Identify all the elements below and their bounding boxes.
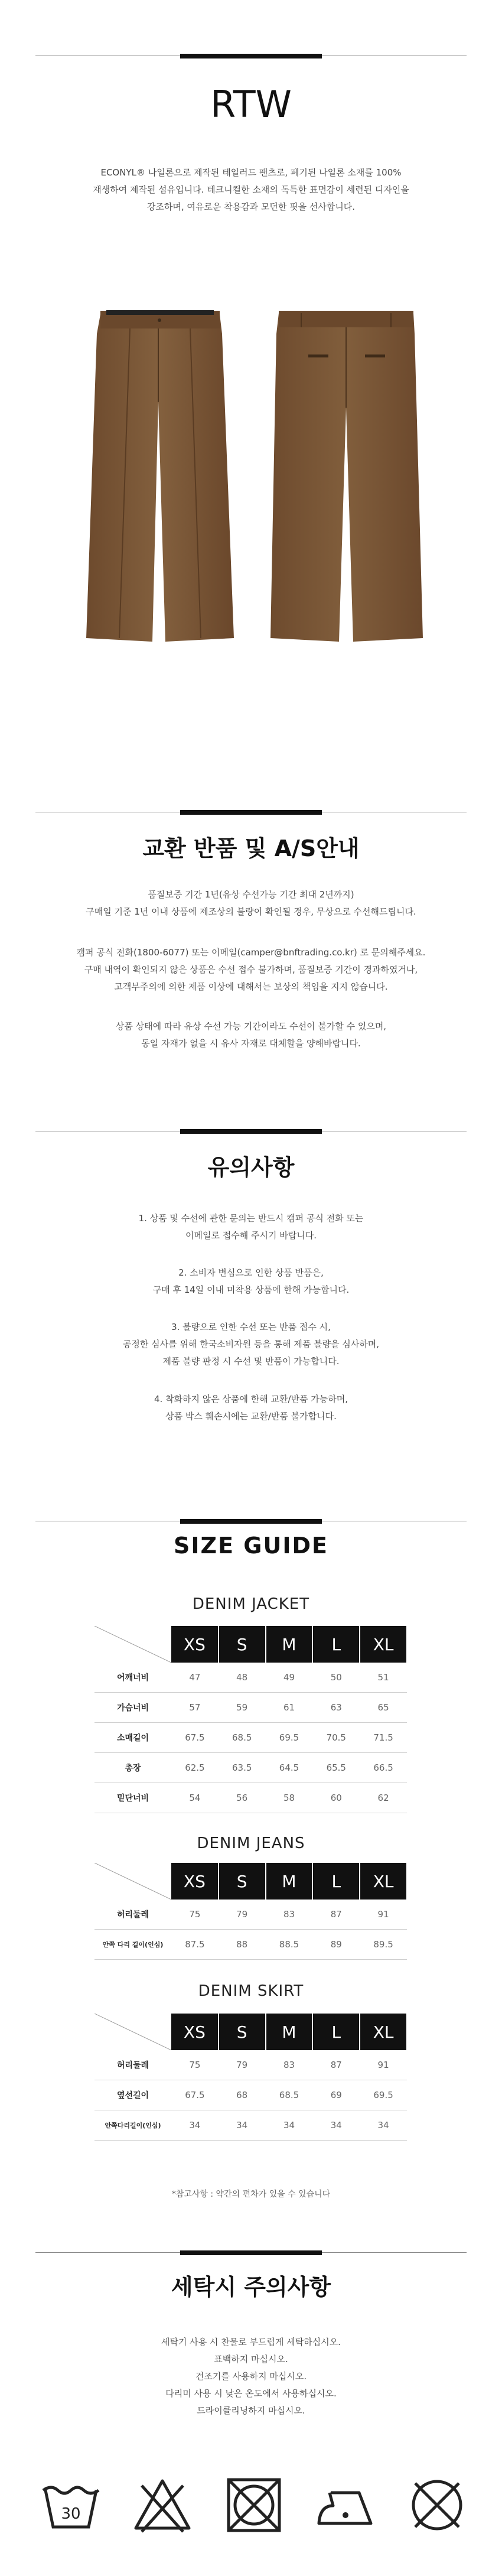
table-cell: 69 (312, 2080, 360, 2110)
table-cell: 68.5 (219, 1723, 266, 1753)
table-row (94, 1753, 407, 1783)
size-header-row (94, 1863, 407, 1900)
table-cell: 68.5 (266, 2080, 313, 2110)
size-header-row (94, 1626, 407, 1663)
table-cell: 47 (171, 1663, 219, 1693)
header-corner (94, 2014, 171, 2050)
size-header-xs: XS (171, 2014, 219, 2050)
notice-title: 유의사항 (207, 1154, 295, 1180)
table-cell: 79 (219, 1900, 266, 1930)
table-cell: 61 (266, 1693, 313, 1723)
size-table-skirt (94, 2014, 408, 2141)
no-bleach-icon (130, 2473, 195, 2538)
table-cell: 91 (360, 1900, 407, 1930)
size-header-l: L (312, 1626, 360, 1663)
size-header-m: M (266, 2014, 313, 2050)
text-line: 이메일로 접수해 주시기 바랍니다. (185, 1230, 317, 1241)
no-dry-clean-icon (405, 2473, 470, 2538)
rtw-title: RTW (210, 83, 292, 126)
table-cell: 48 (219, 1663, 266, 1693)
table-cell: 89.5 (360, 1930, 407, 1960)
text-line: 공정한 심사를 위해 한국소비자원 등을 통해 제품 불량을 심사하며, (122, 1339, 380, 1349)
size-header-s: S (219, 1863, 266, 1900)
table-cell: 66.5 (360, 1753, 407, 1783)
text-line: 고객부주의에 의한 제품 이상에 대해서는 보상의 책임을 지지 않습니다. (114, 981, 388, 992)
notice-item-3 (0, 1319, 502, 1370)
section-bar (180, 1129, 322, 1134)
table-cell: 87 (312, 2050, 360, 2080)
rtw-line: ECONYL® 나일론으로 제작된 테일러드 팬츠로, 폐기된 나일론 소재를 100% (100, 167, 402, 178)
size-header-m: M (266, 1626, 313, 1663)
table-row (94, 1723, 407, 1753)
table-cell: 60 (312, 1783, 360, 1813)
size-header-l: L (312, 2014, 360, 2050)
table-cell: 69.5 (360, 2080, 407, 2110)
header-corner (94, 1863, 171, 1900)
text-line: 상품 박스 훼손시에는 교환/반품 불가합니다. (165, 1411, 337, 1422)
table-cell: 67.5 (171, 2080, 219, 2110)
text-line: 4. 착화하지 않은 상품에 한해 교환/반품 가능하며, (154, 1394, 348, 1404)
text-line: 캠퍼 공식 전화(1800-6077) 또는 이메일(camper@bnftrading.co.kr) 로 문의해주세요. (76, 947, 426, 958)
text-line: 세탁기 사용 시 찬물로 부드럽게 세탁하십시오. (161, 2337, 341, 2347)
table-cell: 62.5 (171, 1753, 219, 1783)
table-cell: 71.5 (360, 1723, 407, 1753)
table-cell: 91 (360, 2050, 407, 2080)
text-line: 제품 불량 판정 시 수선 및 반품이 가능합니다. (162, 1356, 340, 1367)
table-cell: 50 (312, 1663, 360, 1693)
size-header-xs: XS (171, 1863, 219, 1900)
size-header-s: S (219, 2014, 266, 2050)
rtw-description (0, 164, 502, 216)
table-cell: 87 (312, 1900, 360, 1930)
table-row (94, 1663, 407, 1693)
table-cell: 79 (219, 2050, 266, 2080)
table-title-skirt: DENIM SKIRT (198, 1982, 304, 2000)
table-cell: 83 (266, 2050, 313, 2080)
text-line: 다리미 사용 시 낮은 온도에서 사용하십시오. (165, 2388, 337, 2399)
rtw-line: 강조하며, 여유로운 착용감과 모던한 핏을 선사합니다. (146, 201, 356, 212)
text-line: 상품 상태에 따라 유상 수선 가능 기간이라도 수선이 불가할 수 있으며, (115, 1021, 387, 1032)
section-bar (180, 810, 322, 815)
table-cell: 34 (219, 2110, 266, 2141)
table-cell: 67.5 (171, 1723, 219, 1753)
table-cell: 34 (360, 2110, 407, 2141)
row-label: 안쪽 다리 길이(인심) (94, 1930, 171, 1960)
table-cell: 87.5 (171, 1930, 219, 1960)
text-line: 건조기를 사용하지 마십시오. (195, 2371, 307, 2382)
size-note: *참고사항 : 약간의 편차가 있을 수 있습니다 (171, 2190, 331, 2199)
row-label: 안쪽다리길이(인심) (94, 2110, 171, 2141)
table-cell: 63.5 (219, 1753, 266, 1783)
text-line: 구매 내역이 확인되지 않은 상품은 수선 접수 불가하며, 품질보증 기간이 경과하였거나, (84, 964, 418, 975)
notice-item-1 (0, 1210, 502, 1244)
table-cell: 70.5 (312, 1723, 360, 1753)
iron-low-icon (313, 2473, 378, 2538)
size-header-l: L (312, 1863, 360, 1900)
wash-temp: 30 (61, 2505, 81, 2523)
text-line: 동일 자재가 없을 시 유사 자재로 대체할을 양해바랍니다. (141, 1038, 361, 1049)
no-tumble-dry-icon (221, 2473, 286, 2538)
table-cell: 34 (266, 2110, 313, 2141)
header-corner (94, 1626, 171, 1663)
care-title: 세탁시 주의사항 (171, 2274, 331, 2300)
table-cell: 75 (171, 2050, 219, 2080)
row-label: 허리둘레 (94, 1900, 171, 1930)
table-row (94, 2050, 407, 2080)
table-cell: 65 (360, 1693, 407, 1723)
text-line: 구매일 기준 1년 이내 상품에 제조상의 불량이 확인될 경우, 무상으로 수선해드립니다. (86, 906, 416, 917)
table-cell: 83 (266, 1900, 313, 1930)
notice-item-2 (0, 1264, 502, 1299)
size-header-m: M (266, 1863, 313, 1900)
table-row (94, 2110, 407, 2141)
size-header-xl: XL (360, 2014, 407, 2050)
table-cell: 89 (312, 1930, 360, 1960)
section-bar (180, 1519, 322, 1524)
rtw-line: 재생하여 제작된 섬유입니다. 테크니컬한 소재의 독특한 표면감이 세련된 디자인을 (93, 184, 409, 195)
text-line: 표백하지 마십시오. (214, 2354, 288, 2364)
table-title-jacket: DENIM JACKET (192, 1595, 310, 1613)
row-label: 총장 (94, 1753, 171, 1783)
text-line: 2. 소비자 변심으로 인한 상품 반품은, (178, 1267, 324, 1278)
table-cell: 59 (219, 1693, 266, 1723)
exchange-title: 교환 반품 및 A/S안내 (142, 835, 360, 861)
table-cell: 51 (360, 1663, 407, 1693)
care-icons (32, 2473, 470, 2538)
notice-item-4 (0, 1391, 502, 1425)
size-header-s: S (219, 1626, 266, 1663)
size-header-xs: XS (171, 1626, 219, 1663)
table-cell: 65.5 (312, 1753, 360, 1783)
table-cell: 34 (312, 2110, 360, 2141)
table-cell: 64.5 (266, 1753, 313, 1783)
table-row (94, 1930, 407, 1960)
size-guide-title: SIZE GUIDE (174, 1533, 328, 1559)
size-header-xl: XL (360, 1863, 407, 1900)
row-label: 옆선길이 (94, 2080, 171, 2110)
table-row (94, 1693, 407, 1723)
size-table-jacket (94, 1626, 408, 1813)
table-cell: 34 (171, 2110, 219, 2141)
pants-front-image (83, 307, 236, 650)
exchange-paragraph-1 (0, 886, 502, 921)
table-cell: 68 (219, 2080, 266, 2110)
exchange-paragraph-2 (0, 944, 502, 996)
text-line: 3. 불량으로 인한 수선 또는 반품 접수 시, (171, 1322, 331, 1332)
wash-30-icon (38, 2473, 103, 2538)
table-cell: 62 (360, 1783, 407, 1813)
table-title-jeans: DENIM JEANS (197, 1835, 305, 1852)
table-cell: 54 (171, 1783, 219, 1813)
table-cell: 57 (171, 1693, 219, 1723)
table-cell: 88 (219, 1930, 266, 1960)
table-cell: 75 (171, 1900, 219, 1930)
table-cell: 56 (219, 1783, 266, 1813)
text-line: 품질보증 기간 1년(유상 수선가능 기간 최대 2년까지) (148, 889, 354, 900)
table-cell: 49 (266, 1663, 313, 1693)
table-cell: 88.5 (266, 1930, 313, 1960)
text-line: 1. 상품 및 수선에 관한 문의는 반드시 캠퍼 공식 전화 또는 (138, 1213, 364, 1224)
size-header-xl: XL (360, 1626, 407, 1663)
table-row (94, 1783, 407, 1813)
size-header-row (94, 2014, 407, 2050)
table-cell: 58 (266, 1783, 313, 1813)
section-bar (180, 2250, 322, 2255)
table-cell: 69.5 (266, 1723, 313, 1753)
table-row (94, 2080, 407, 2110)
care-instructions (0, 2334, 502, 2419)
section-bar (180, 54, 322, 58)
text-line: 드라이클리닝하지 마십시오. (197, 2405, 305, 2416)
exchange-paragraph-3 (0, 1018, 502, 1052)
row-label: 허리둘레 (94, 2050, 171, 2080)
size-table-jeans (94, 1863, 408, 1960)
table-row (94, 1900, 407, 1930)
row-label: 어깨너비 (94, 1663, 171, 1693)
row-label: 소매길이 (94, 1723, 171, 1753)
table-cell: 63 (312, 1693, 360, 1723)
text-line: 구매 후 14일 이내 미착용 상품에 한해 가능합니다. (152, 1284, 350, 1295)
row-label: 가슴너비 (94, 1693, 171, 1723)
row-label: 밑단너비 (94, 1783, 171, 1813)
pants-back-image (266, 307, 425, 650)
